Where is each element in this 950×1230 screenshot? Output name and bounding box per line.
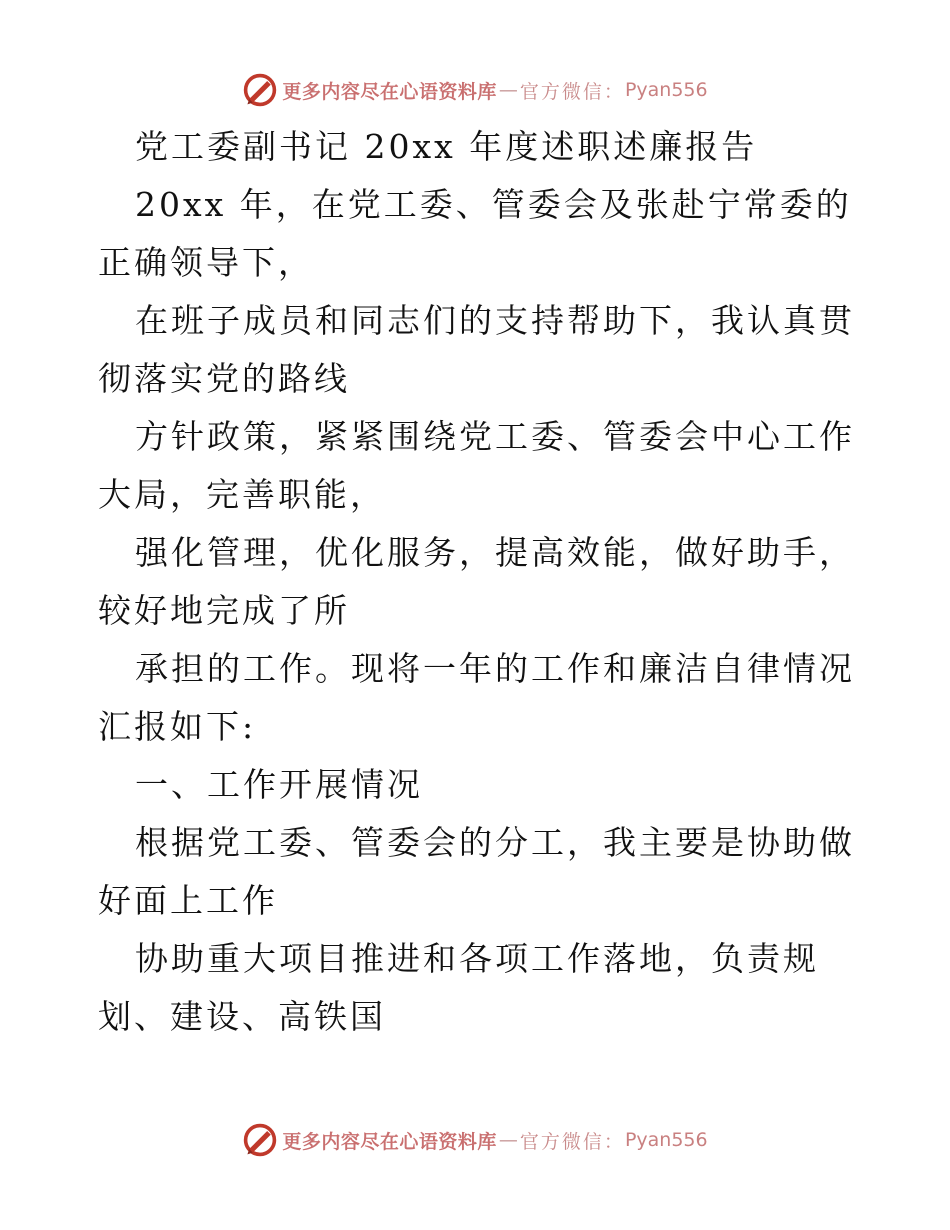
paragraph: 根据党工委、管委会的分工，我主要是协助做好面上工作: [98, 823, 855, 920]
paragraph: 在班子成员和同志们的支持帮助下，我认真贯彻落实党的路线: [98, 301, 855, 398]
watermark-official: 官方微信：: [519, 1130, 625, 1153]
paragraph: 承担的工作。现将一年的工作和廉洁自律情况汇报如下:: [98, 649, 855, 746]
watermark-brand: 更多内容尽在心语资料库: [282, 80, 497, 103]
document-title: 党工委副书记 20xx 年度述职述廉报告: [135, 127, 758, 166]
footer-watermark: [0, 1120, 950, 1160]
watermark-id: Pyan556: [624, 79, 708, 101]
pen-logo-icon: [242, 72, 278, 108]
watermark-official: 官方微信：: [519, 80, 625, 103]
paragraph: 方针政策，紧紧围绕党工委、管委会中心工作大局，完善职能，: [98, 417, 855, 514]
watermark-dash: —: [498, 1129, 518, 1151]
paragraph: 20xx 年，在党工委、管委会及张赴宁常委的正确领导下，: [98, 185, 852, 282]
watermark-dash: —: [498, 79, 518, 101]
watermark-brand: 更多内容尽在心语资料库: [282, 1130, 497, 1153]
watermark-id: Pyan556: [624, 1129, 708, 1151]
paragraph: 强化管理，优化服务，提高效能，做好助手，较好地完成了所: [98, 533, 855, 630]
section-heading: 一、工作开展情况: [135, 765, 423, 804]
document-body: [98, 118, 858, 1046]
pen-logo-icon: [242, 1122, 278, 1158]
paragraph: 协助重大项目推进和各项工作落地，负责规划、建设、高铁国: [98, 939, 819, 1036]
header-watermark: [0, 70, 950, 110]
